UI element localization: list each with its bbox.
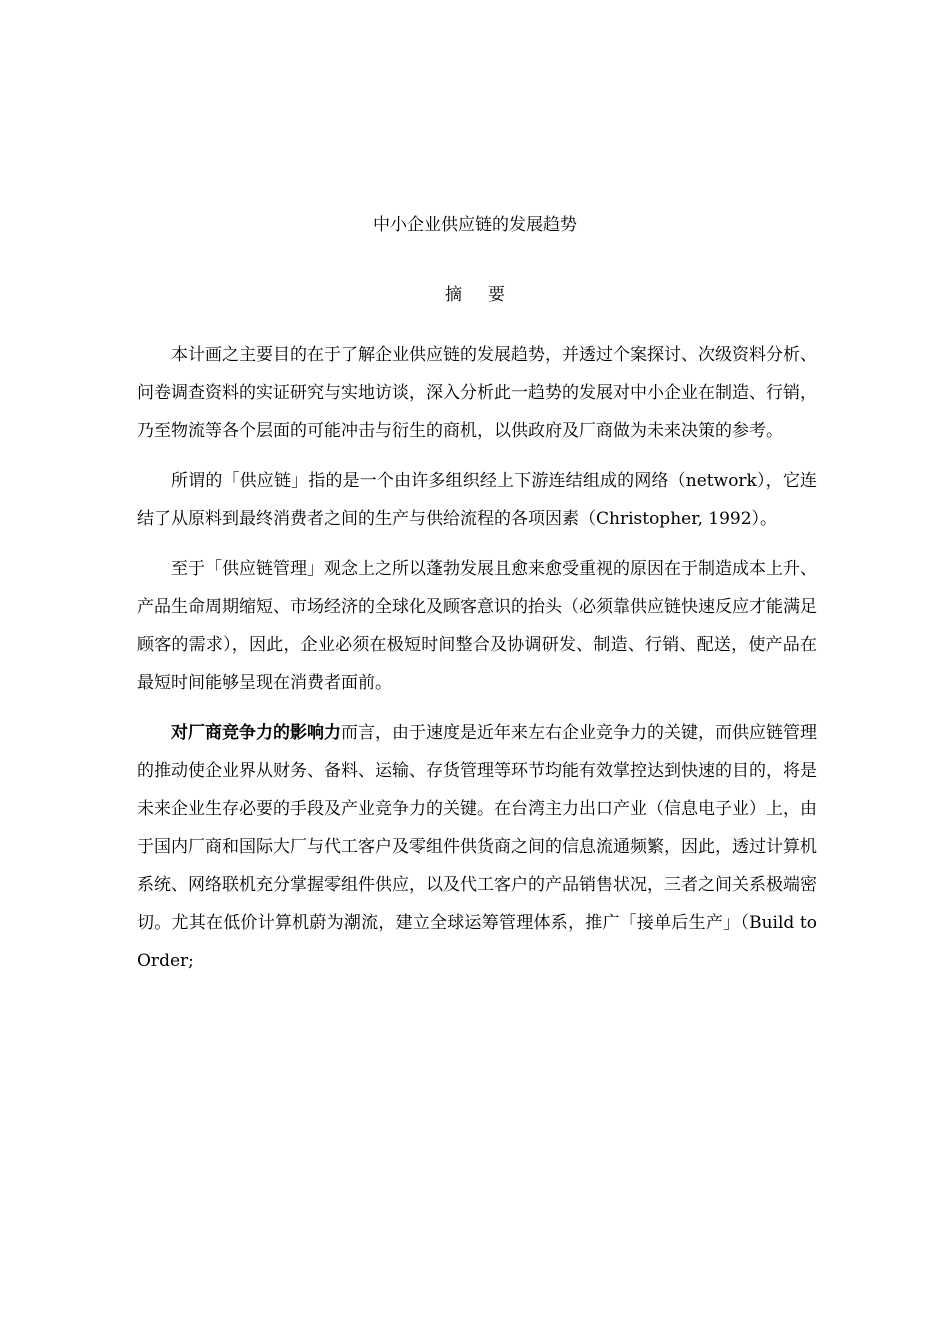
paragraph-text: 所谓的「供应链」指的是一个由许多组织经上下游连结组成的网络（network），它连结了从原料到最终消费者之间的生产与供给流程的各项因素（Christopher, 1992）。	[137, 471, 817, 529]
abstract-heading: 摘要	[445, 285, 531, 305]
paragraph-lead-bold: 对厂商竞争力的影响力	[171, 723, 341, 743]
paragraph-text: 至于「供应链管理」观念上之所以蓬勃发展且愈来愈受重视的原因在于制造成本上升、产品生命周期缩短、市场经济的全球化及顾客意识的抬头（必须靠供应链快速反应才能满足顾客的需求），因此，企业必须在极短时间整合及协调研发、制造、行销、配送，使产品在最短时间能够呈现在消费者面前。	[137, 559, 817, 693]
paragraph-supply-chain-definition	[137, 462, 817, 538]
paragraph-supply-chain-management	[137, 550, 817, 702]
document-title: 中小企业供应链的发展趋势	[373, 215, 577, 235]
paragraph-text: 本计画之主要目的在于了解企业供应链的发展趋势，并透过个案探讨、次级资料分析、问卷调查资料的实证研究与实地访谈，深入分析此一趋势的发展对中小企业在制造、行销，乃至物流等各个层面的可能冲击与衍生的商机，以供政府及厂商做为未来决策的参考。	[137, 345, 817, 441]
abstract-body	[137, 336, 817, 992]
paragraph-text: 而言，由于速度是近年来左右企业竞争力的关键，而供应链管理的推动使企业界从财务、备料、运输、存货管理等环节均能有效掌控达到快速的目的，将是未来企业生存必要的手段及产业竞争力的关键。在台湾主力出口产业（信息电子业）上，由于国内厂商和国际大厂与代工客户及零组件供货商之间的信息流通频繁，因此，透过计算机系统、网络联机充分掌握零组件供应，以及代工客户的产品销售状况，三者之间关系极端密切。尤其在低价计算机蔚为潮流，建立全球运筹管理体系，推广「接单后生产」（Build to Order;	[137, 723, 817, 971]
paragraph-competitiveness-impact	[137, 714, 817, 980]
paragraph-purpose	[137, 336, 817, 450]
